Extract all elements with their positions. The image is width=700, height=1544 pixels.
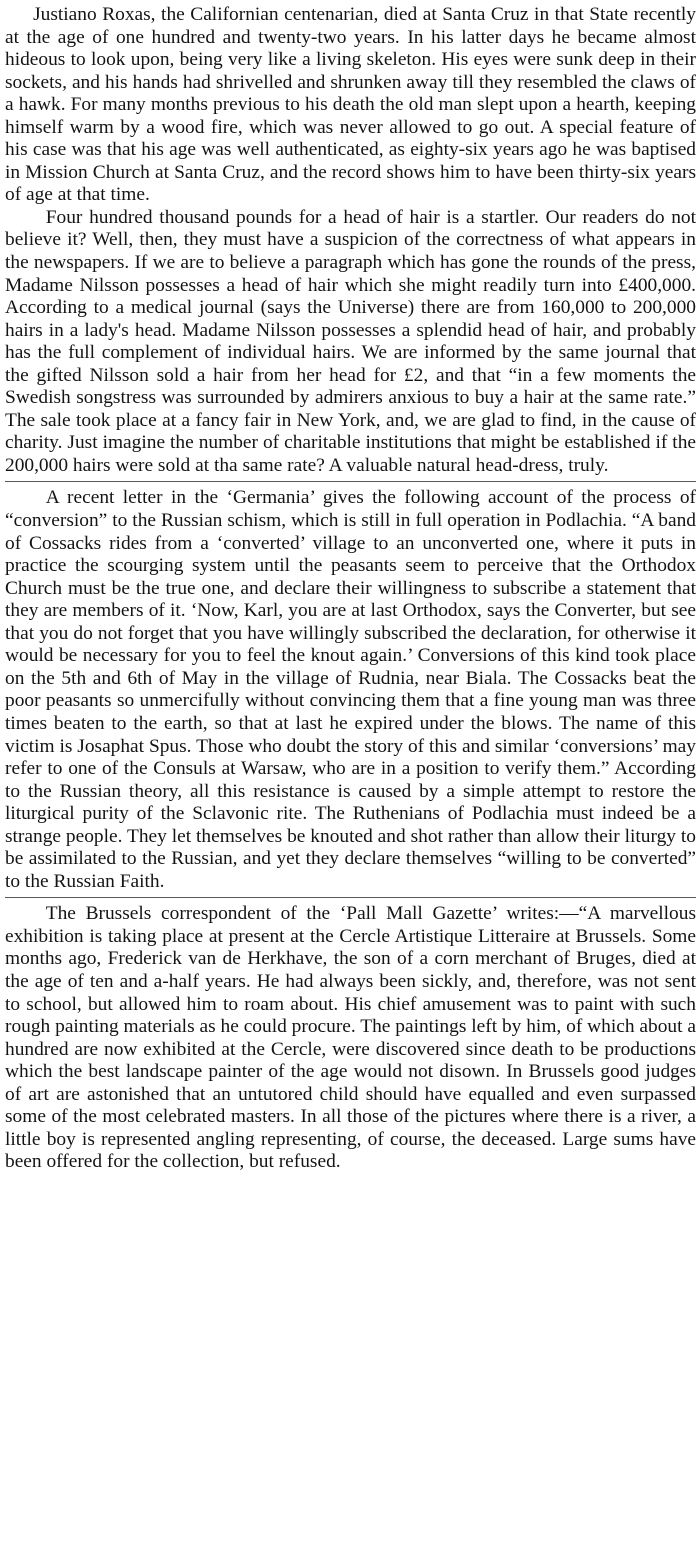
column-rule <box>5 897 696 898</box>
column-rule <box>5 481 696 482</box>
paragraph-brussels-exhibition: The Brussels correspondent of the ‘Pall Mall Gazette’ writes:—“A marvellous exhibition is taking place at present at the Cercle Artistique Litteraire at Brussels. Some months ago, Frederick van de Herkhave, the son of a corn merchant of Bruges, died at the age of ten and a-half years. He had always been sickly, and, therefore, was not sent to school, but allowed him to roam about. His chief amusement was to paint with such rough painting materials as he could procure. The paintings left by him, of which about a hundred are now exhibited at the Cercle, were discovered since death to be productions which the best landscape painter of the age would not disown. In Brussels good judges of art are astonished that an untutored child should have equalled and even surpassed some of the most celebrated masters. In all those of the pictures where there is a river, a little boy is represented angling representing, of course, the deceased. Large sums have been offered for the collection, but refused. <box>5 903 696 1173</box>
paragraph-podlachia-conversion: A recent letter in the ‘Germania’ gives the following account of the process of “conversion” to the Russian schism, which is still in full operation in Podlachia. “A band of Cossacks rides from a ‘converted’ village to an unconverted one, where it puts in practice the scourging system until the peasants seem to perceive that the Orthodox Church must be the true one, and declare their willingness to subscribe a statement that they are members of it. ‘Now, Karl, you are at last Orthodox, says the Converter, but see that you do not forget that you have willingly subscribed the declaration, for otherwise it would be necessary for you to feel the knout again.’ Conversions of this kind took place on the 5th and 6th of May in the village of Rudnia, near Biala. The Cossacks beat the poor peasants so unmercifully without convincing them that a fine young man was three times beaten to the earth, so that at last he expired under the blows. The name of this victim is Josaphat Spus. Those who doubt the story of this and similar ‘conversions’ may refer to one of the Consuls at Warsaw, who are in a position to verify them.” According to the Russian theory, all this resistance is caused by a simple attempt to restore the liturgical purity of the Sclavonic rite. The Ruthenians of Podlachia must indeed be a strange people. They let themselves be knouted and shot rather than allow their liturgy to be assimilated to the Russian, and yet they declare themselves “willing to be converted” to the Russian Faith. <box>5 487 696 892</box>
paragraph-centenarian: Justiano Roxas, the Californian centenarian, died at Santa Cruz in that State recently at the age of one hundred and twenty-two years. In his latter days he became almost hideous to look upon, being very like a living skeleton. His eyes were sunk deep in their sockets, and his hands had shrivelled and shrunken away till they resembled the claws of a hawk. For many months previous to his death the old man slept upon a hearth, keeping himself warm by a wood fire, which was never allowed to go out. A special feature of his case was that his age was well authenticated, as eighty-six years ago he was baptised in Mission Church at Santa Cruz, and the record shows him to have been thirty-six years of age at that time. <box>5 4 696 206</box>
paragraph-nilsson-hair: Four hundred thousand pounds for a head of hair is a startler. Our readers do not believe it? Well, then, they must have a suspicion of the correctness of what appears in the newspapers. If we are to believe a paragraph which has gone the rounds of the press, Madame Nilsson possesses a head of hair which she might readily turn into £400,000. According to a medical journal (says the Universe) there are from 160,000 to 200,000 hairs in a lady's head. Madame Nilsson possesses a splendid head of hair, and probably has the full complement of individual hairs. We are informed by the same journal that the gifted Nilsson sold a hair from her head for £2, and that “in a few moments the Swedish songstress was surrounded by admirers anxious to buy a hair at the same rate.” The sale took place at a fancy fair in New York, and, we are glad to find, in the cause of charity. Just imagine the number of charitable institutions that might be established if the 200,000 hairs were sold at tha same rate? A valuable natural head-dress, truly. <box>5 206 696 476</box>
